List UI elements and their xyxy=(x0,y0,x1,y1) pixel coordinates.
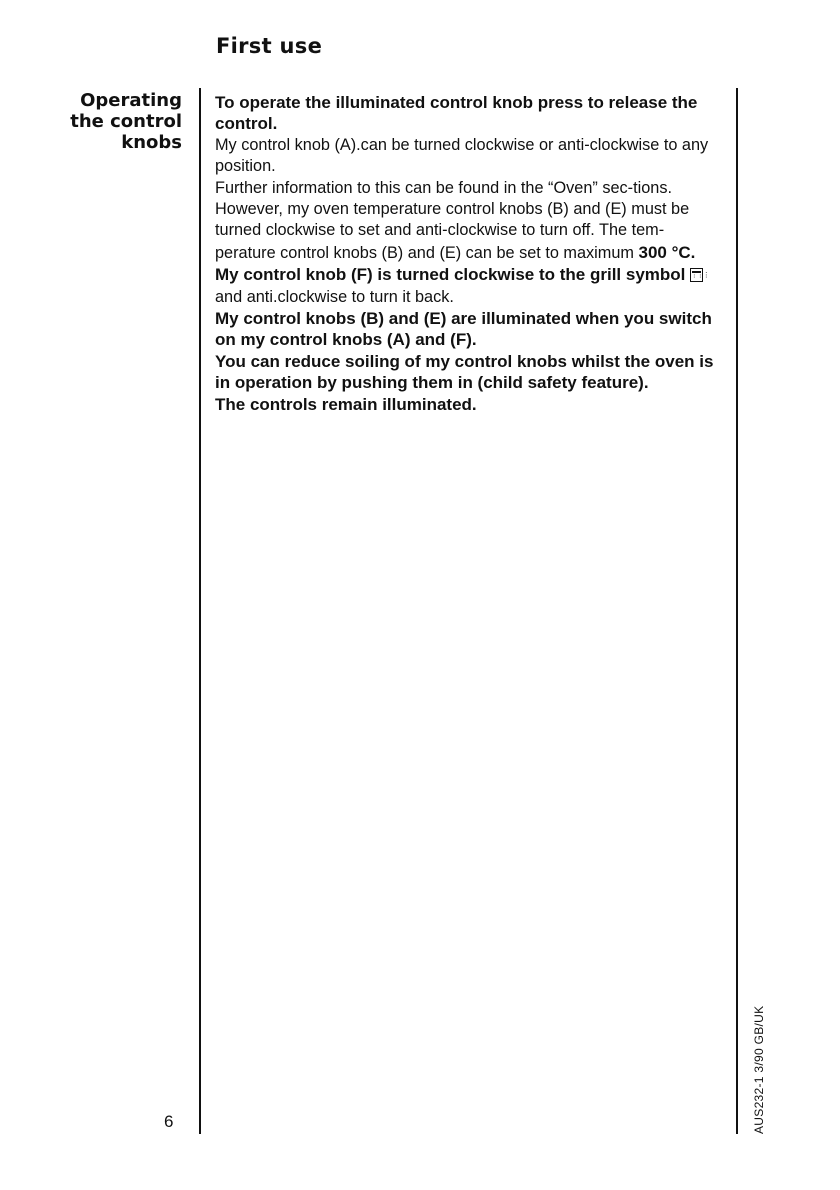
knob-f-rest: and anti.clockwise to turn it back. xyxy=(215,287,454,306)
paragraph-further-info: Further information to this can be found in the “Oven” sec-tions. xyxy=(215,178,673,197)
section-heading-line-2: the control xyxy=(70,111,182,132)
paragraph-temperature-knobs xyxy=(215,199,721,264)
paragraph-remain-illuminated: The controls remain illuminated. xyxy=(215,394,477,414)
left-margin-rule xyxy=(199,88,201,1134)
max-temperature: 300 °C. xyxy=(638,242,696,262)
paragraph-illuminated: My control knobs (B) and (E) are illuminated when you switch on my control knobs (A) and (F). xyxy=(215,309,712,350)
knob-f-text: My control knob (F) is turned clockwise to the grill symbol xyxy=(215,265,686,285)
page-number: 6 xyxy=(164,1112,174,1131)
temperature-text: However, my oven temperature control knobs (B) and (E) must be turned clockwise to set and anti-clockwise to turn off. The tem-perature control knobs (B) and (E) can be set to maximum xyxy=(215,200,690,262)
body-text xyxy=(215,92,721,415)
page-title: First use xyxy=(216,34,323,58)
paragraph-knob-f xyxy=(215,264,721,308)
grill-symbol-icon xyxy=(690,268,703,282)
section-heading-line-3: knobs xyxy=(121,132,182,153)
paragraph-child-safety: You can reduce soiling of my control knobs whilst the oven is in operation by pushing them in (child safety feature). xyxy=(215,351,714,393)
paragraph-operate: To operate the illuminated control knob press to release the control. xyxy=(215,93,698,134)
section-heading-line-1: Operating xyxy=(80,90,182,111)
right-margin-rule xyxy=(736,88,738,1134)
document-code: AUS232-1 3/90 GB/UK xyxy=(752,1005,766,1134)
section-heading xyxy=(22,90,182,153)
paragraph-knob-a: My control knob (A).can be turned clockwise or anti-clockwise to any position. xyxy=(215,135,709,176)
